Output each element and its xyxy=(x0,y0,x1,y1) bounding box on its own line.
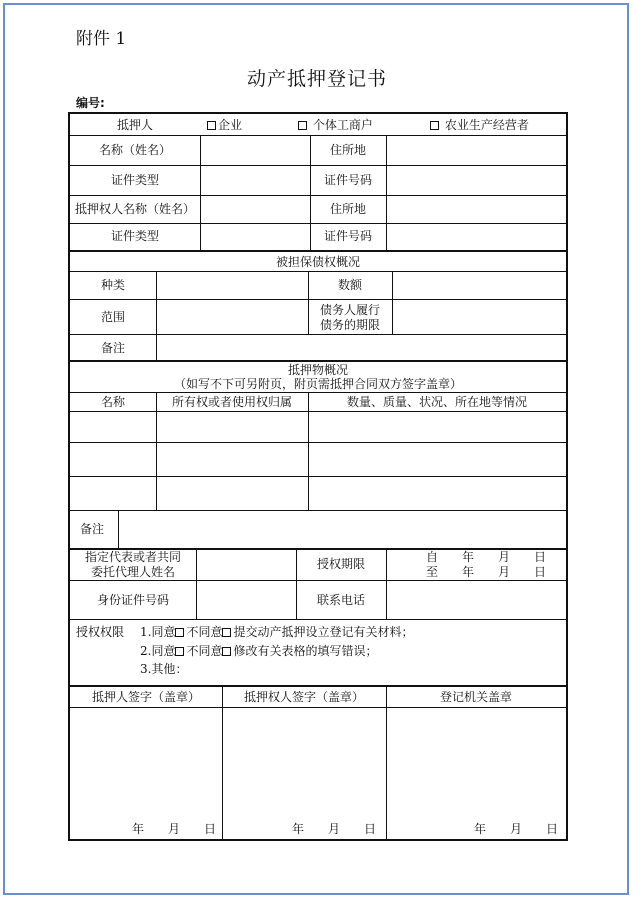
mortgagor-id-number-label: 证件号码 xyxy=(323,173,372,187)
row-line xyxy=(70,476,566,477)
checkbox-icon[interactable] xyxy=(430,121,439,130)
agent-phone-label: 联系电话 xyxy=(316,593,365,607)
property-name-column: 名称 xyxy=(100,395,125,409)
row-line xyxy=(70,510,566,511)
section-line xyxy=(70,360,566,362)
column-line xyxy=(308,392,309,510)
column-line xyxy=(222,685,223,841)
mortgagee-id-type-label: 证件类型 xyxy=(110,229,159,243)
checkbox-icon[interactable] xyxy=(175,628,184,637)
authority-item-text: 不同意 xyxy=(186,625,223,639)
row-line xyxy=(70,580,566,581)
option-label: 企业 xyxy=(218,118,243,132)
debt-kind-label: 种类 xyxy=(100,278,125,292)
row-line xyxy=(70,223,566,224)
section-line xyxy=(70,250,566,252)
mortgagor-address-label: 住所地 xyxy=(329,143,366,157)
row-line xyxy=(70,165,566,166)
term-to-date: 至 年 月 日 xyxy=(426,565,547,579)
checkbox-icon[interactable] xyxy=(222,647,231,656)
page-title: 动产抵押登记书 xyxy=(246,68,387,90)
registry-seal-label: 登记机关盖章 xyxy=(439,690,512,704)
row-line xyxy=(70,392,566,393)
mortgagor-name-label: 名称（姓名） xyxy=(98,143,171,157)
column-line xyxy=(386,548,387,619)
property-note-label: 备注 xyxy=(80,522,105,536)
mortgagee-name-label: 抵押权人名称（姓名） xyxy=(74,202,195,216)
authority-item-text: 修改有关表格的填写错误； xyxy=(233,644,378,658)
authorization-term-label: 授权期限 xyxy=(316,557,365,571)
option-label: 个体工商户 xyxy=(312,118,373,132)
debt-scope-label: 范围 xyxy=(100,310,125,324)
option-agricultural-producer[interactable] xyxy=(430,118,529,132)
debt-term-label-line1: 债务人履行 xyxy=(319,303,380,317)
column-line xyxy=(196,548,197,619)
column-line xyxy=(200,135,201,250)
agent-name-label-line1: 指定代表或者共同 xyxy=(84,550,181,564)
column-line xyxy=(386,685,387,841)
checkbox-icon[interactable] xyxy=(222,628,231,637)
property-section-note: （如写不下可另附页，附页需抵押合同双方签字盖章） xyxy=(173,377,462,391)
row-line xyxy=(70,707,566,708)
option-label: 农业生产经营者 xyxy=(444,118,529,132)
column-line xyxy=(156,271,157,360)
agent-name-label-line2: 委托代理人姓名 xyxy=(90,565,175,579)
column-line xyxy=(392,271,393,334)
debt-section-header: 被担保债权概况 xyxy=(275,255,360,269)
registration-form-table xyxy=(68,112,568,841)
registry-seal-date: 年 月 日 xyxy=(474,822,559,836)
mortgagor-id-type-label: 证件类型 xyxy=(110,173,159,187)
mortgagee-signature-date: 年 月 日 xyxy=(292,822,377,836)
authority-item-3: 3.其他： xyxy=(140,662,188,676)
checkbox-icon[interactable] xyxy=(207,121,216,130)
authority-item-text: 2.同意 xyxy=(140,644,176,658)
authority-item-text: 1.同意 xyxy=(140,625,176,639)
column-line xyxy=(386,135,387,250)
mortgagor-label: 抵押人 xyxy=(116,118,153,132)
agent-id-number-label: 身份证件号码 xyxy=(96,593,169,607)
debt-note-label: 备注 xyxy=(100,341,125,355)
authority-item-2 xyxy=(140,644,377,658)
column-line xyxy=(156,392,157,510)
property-ownership-column: 所有权或者使用权归属 xyxy=(171,395,292,409)
option-individual-business[interactable] xyxy=(298,118,373,132)
section-line xyxy=(70,685,566,687)
authority-item-1 xyxy=(140,625,413,639)
property-section-header: 抵押物概况 xyxy=(287,363,348,377)
term-from-date: 自 年 月 日 xyxy=(426,550,547,564)
mortgagee-address-label: 住所地 xyxy=(329,202,366,216)
property-details-column: 数量、质量、状况、所在地等情况 xyxy=(346,395,527,409)
row-line xyxy=(70,299,566,300)
debt-term-label-line2: 债务的期限 xyxy=(319,318,380,332)
row-line xyxy=(70,411,566,412)
row-line xyxy=(70,271,566,272)
row-line xyxy=(70,195,566,196)
annex-label: 附件 1 xyxy=(76,29,127,49)
checkbox-icon[interactable] xyxy=(175,647,184,656)
mortgagor-signature-label: 抵押人签字（盖章） xyxy=(91,690,200,704)
mortgagee-signature-label: 抵押权人签字（盖章） xyxy=(243,690,364,704)
checkbox-icon[interactable] xyxy=(298,121,307,130)
authority-scope-label: 授权权限 xyxy=(76,625,125,639)
row-line xyxy=(70,334,566,335)
authority-item-text: 不同意 xyxy=(186,644,223,658)
authority-item-text: 提交动产抵押设立登记有关材料； xyxy=(233,625,414,639)
row-line xyxy=(70,619,566,620)
option-enterprise[interactable] xyxy=(207,118,242,132)
debt-amount-label: 数额 xyxy=(337,278,362,292)
row-line xyxy=(70,442,566,443)
mortgagee-id-number-label: 证件号码 xyxy=(323,229,372,243)
mortgagor-signature-date: 年 月 日 xyxy=(132,822,217,836)
row-line xyxy=(70,135,566,136)
serial-number-label: 编号: xyxy=(76,96,105,110)
column-line xyxy=(118,510,119,548)
